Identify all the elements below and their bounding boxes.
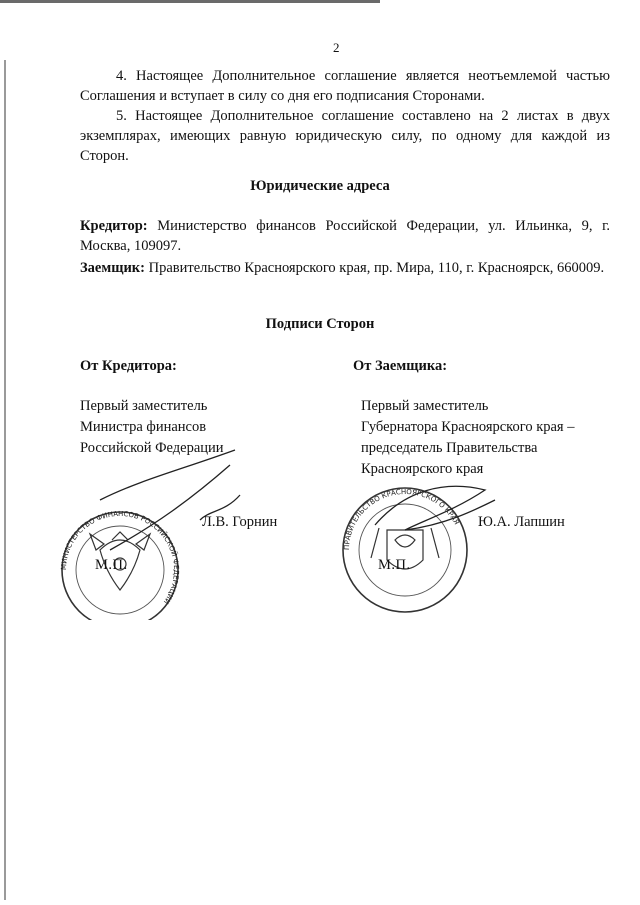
borrower-label: Заемщик: xyxy=(80,260,145,276)
creditor-position-line: Министра финансов xyxy=(80,419,207,435)
signatures-heading: Подписи Сторон xyxy=(265,316,375,332)
creditor-signatory: Л.В. Горнин xyxy=(202,514,278,530)
borrower-position-line: Губернатора Красноярского края – xyxy=(361,419,575,435)
borrower-position-line: председатель Правительства xyxy=(361,440,538,456)
creditor-signature-icon xyxy=(100,450,240,550)
borrower-seal-and-signature xyxy=(335,470,525,620)
creditor-position-line: Первый заместитель xyxy=(80,398,208,414)
borrower-title: От Заемщика: xyxy=(353,358,448,374)
borrower-signatory: Ю.А. Лапшин xyxy=(478,514,565,530)
borrower-address xyxy=(80,258,610,278)
creditor-address xyxy=(80,216,610,256)
svg-text:ПРАВИТЕЛЬСТВО КРАСНОЯРСКОГО КР xyxy=(343,488,461,550)
borrower-position xyxy=(361,396,574,480)
addresses-heading: Юридические адреса xyxy=(250,178,390,194)
creditor-address-text: Министерство финансов Российской Федерации, ул. Ильинка, 9, г. Москва, 109097. xyxy=(80,218,611,254)
borrower-position-line: Красноярского края xyxy=(361,461,484,477)
borrower-seal xyxy=(343,488,467,612)
creditor-label: Кредитор: xyxy=(80,218,148,234)
page-number: 2 xyxy=(333,40,340,55)
scan-edge-top xyxy=(0,0,380,3)
creditor-seal-lettering: МИНИСТЕРСТВО ФИНАНСОВ РОССИЙСКОЙ ФЕДЕРАЦИИ xyxy=(60,509,181,606)
borrower-stamp-mark: М.П. xyxy=(378,557,411,573)
borrower-address-text: Правительство Красноярского края, пр. Мира, 110, г. Красноярск, 660009. xyxy=(148,260,605,276)
paragraph-4: 4. Настоящее Дополнительное соглашение является неотъемлемой частью Соглашения и вступает в силу со дня его подписания Сторонами. xyxy=(80,68,610,104)
paragraph-5: 5. Настоящее Дополнительное соглашение составлено на 2 листах в двух экземплярах, имеющих равную юридическую силу, по одному для каждой из Сторон. xyxy=(80,108,610,164)
creditor-position-line: Российской Федерации xyxy=(80,440,224,456)
borrower-seal-lettering: ПРАВИТЕЛЬСТВО КРАСНОЯРСКОГО КРАЯ xyxy=(342,487,461,551)
creditor-title: От Кредитора: xyxy=(80,358,177,374)
creditor-stamp-mark: М.П. xyxy=(95,557,128,573)
borrower-position-line: Первый заместитель xyxy=(361,398,489,414)
